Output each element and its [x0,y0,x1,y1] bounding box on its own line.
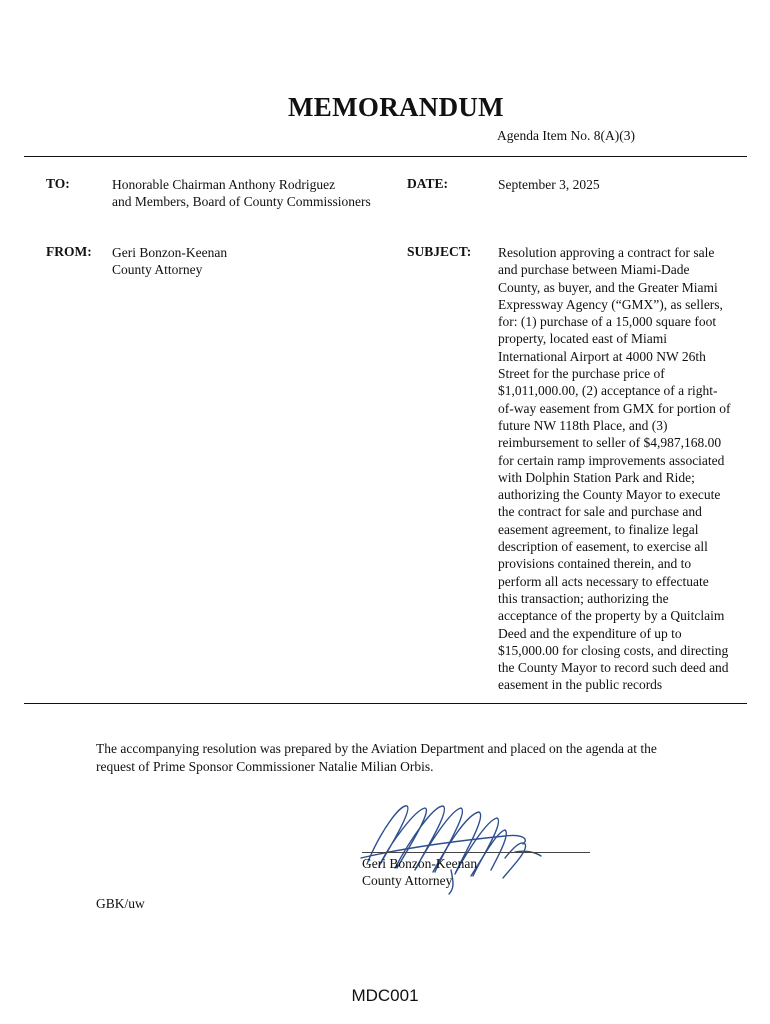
subject-line: Expressway Agency (“GMX”), as sellers, [498,296,723,312]
subject-line: reimbursement to seller of $4,987,168.00 [498,435,722,451]
subject-line: description of easement, to exercise all [498,539,708,555]
memo-title: MEMORANDUM [288,92,504,122]
subject-line: $1,011,000.00, (2) acceptance of a right- [498,383,718,399]
from-sender [112,244,227,279]
subject-line: $15,000.00 for closing costs, and directing [498,642,729,658]
document-code: MDC001 [351,986,419,1005]
signature-name: Geri Bonzon-Keenan [362,856,478,871]
author-initials: GBK/uw [96,896,145,911]
subject-text [498,244,750,694]
subject-line: easement in the public records [498,677,663,693]
body-line-2: request of Prime Sponsor Commissioner Natalie Milian Orbis. [96,759,434,774]
subject-line: easement agreement, to finalize legal [498,521,699,537]
from-label: FROM: [46,244,92,259]
to-recipient [112,176,371,211]
signature-title: County Attorney [362,873,453,888]
subject-line: with Dolphin Station Park and Ride; [498,469,695,485]
subject-line: perform all acts necessary to effectuate [498,573,709,589]
subject-line: the County Mayor to record such deed and [498,660,729,676]
agenda-item-number: Agenda Item No. 8(A)(3) [497,128,635,143]
subject-line: Resolution approving a contract for sale [498,245,715,260]
subject-line: and purchase between Miami-Dade [498,262,690,278]
date-label: DATE: [407,176,449,191]
from-line-1: Geri Bonzon-Keenan [112,245,228,260]
subject-line: for certain ramp improvements associated [498,452,725,468]
subject-line: County, as buyer, and the Greater Miami [498,279,718,295]
subject-label: SUBJECT: [407,244,472,259]
subject-line: provisions contained therein, and to [498,556,692,572]
date-value: September 3, 2025 [498,177,600,192]
to-line-2: and Members, Board of County Commissioners [112,194,371,210]
subject-line: authorizing the County Mayor to execute [498,487,721,503]
subject-line: acceptance of the property by a Quitclaim [498,608,725,624]
subject-line: of-way easement from GMX for portion of [498,400,731,416]
body-paragraph [96,740,736,776]
subject-line: for: (1) purchase of a 15,000 square foot [498,314,717,330]
bottom-rule [24,703,747,704]
to-label: TO: [46,176,70,191]
subject-line: the contract for sale and purchase and [498,504,702,520]
from-line-2: County Attorney [112,262,203,278]
subject-line: Street for the purchase price of [498,366,665,382]
to-line-1: Honorable Chairman Anthony Rodriguez [112,177,336,192]
subject-line: this transaction; authorizing the [498,590,669,606]
subject-line: property, located east of Miami [498,331,667,347]
subject-line: International Airport at 4000 NW 26th [498,348,706,364]
signature-block [362,855,477,889]
subject-line: future NW 118th Place, and (3) [498,417,668,433]
top-rule [24,156,747,157]
body-line-1: The accompanying resolution was prepared by the Aviation Department and placed on the agenda at the [96,741,657,756]
signature-line [362,852,590,853]
subject-line: Deed and the expenditure of up to [498,625,682,641]
